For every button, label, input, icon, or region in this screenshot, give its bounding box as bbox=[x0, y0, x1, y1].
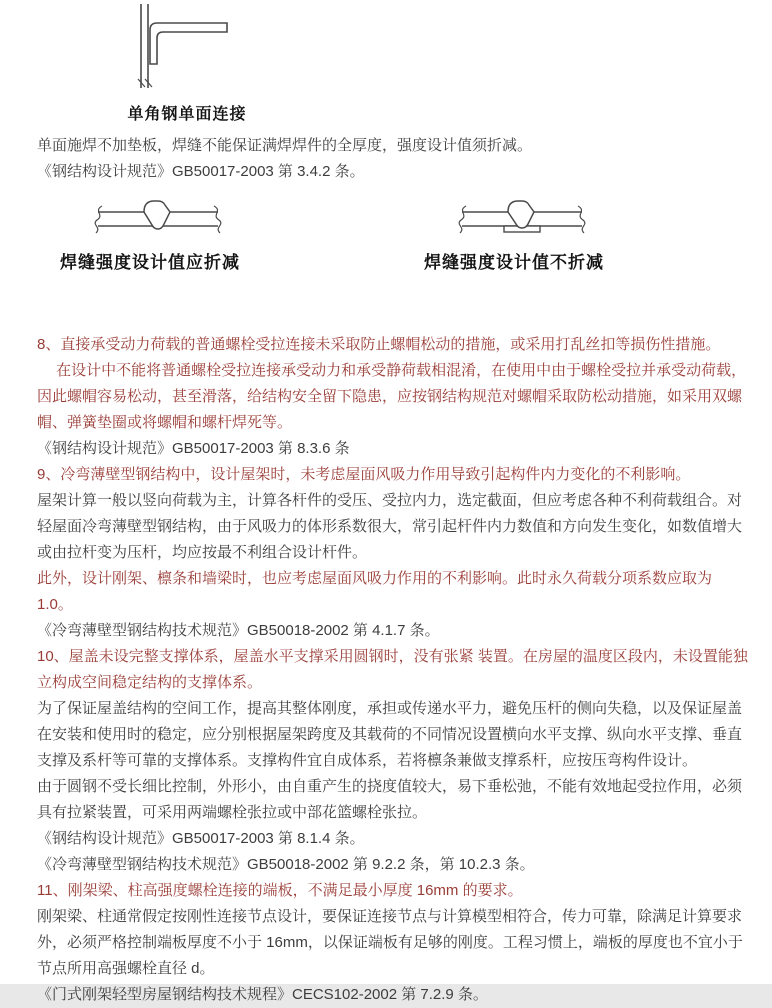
main-text-block bbox=[37, 332, 751, 1008]
left-break-line bbox=[459, 206, 466, 233]
item-9-note: 此外，设计刚架、檩条和墙梁时，也应考虑屋面风吸力作用的不利影响。此时永久荷载分项系数应取为 1.0。 bbox=[37, 570, 717, 613]
figure-caption-single-angle: 单角钢单面连接 bbox=[127, 106, 247, 123]
angle-steel-profile bbox=[150, 23, 227, 64]
item-11-explanation: 刚架梁、柱通常假定按刚性连接节点设计，要保证连接节点与计算模型相符合，传力可靠，除满足计算要求外，必须严格控制端板厚度不小于 16mm，以保证端板有足够的刚度。工程习惯上，端板的厚度也不宜小于节点所用高强螺栓直径 d。 bbox=[37, 908, 743, 977]
weld-bead-shape bbox=[144, 201, 170, 229]
plate-break-ticks bbox=[138, 79, 152, 87]
weld-without-backing-diagram bbox=[88, 198, 228, 242]
weld-figures-row bbox=[0, 198, 772, 294]
item-9-code-ref: 《冷弯薄壁型钢结构技术规范》GB50018-2002 第 4.1.7 条。 bbox=[37, 622, 440, 639]
intro-explanation: 单面施焊不加垫板，焊缝不能保证满焊焊件的全厚度，强度设计值须折减。 bbox=[37, 137, 533, 154]
weld-left-caption: 焊缝强度设计值应折减 bbox=[60, 253, 240, 272]
item-8-code-ref: 《钢结构设计规范》GB50017-2003 第 8.3.6 条 bbox=[37, 440, 350, 457]
item-10-explanation-2: 由于圆钢不受长细比控制，外形小，由自重产生的挠度值较大，易下垂松弛，不能有效地起受拉作用，必须具有拉紧装置，可采用两端螺栓张拉或中部花篮螺栓张拉。 bbox=[37, 778, 743, 821]
right-break-line bbox=[214, 206, 221, 233]
right-break-line bbox=[578, 206, 585, 233]
item-10-code-ref-2: 《冷弯薄壁型钢结构技术规范》GB50018-2002 第 9.2.2 条，第 10.2.3 条。 bbox=[37, 856, 535, 873]
item-10-explanation-1: 为了保证屋盖结构的空间工作，提高其整体刚度，承担或传递水平力，避免压杆的侧向失稳，以及保证屋盖在安装和使用时的稳定，应分别根据屋架跨度及其载荷的不同情况设置横向水平支撑、纵向水平支撑、垂直支撑及系杆等可靠的支撑体系。支撑构件宜自成体系，若将檩条兼做支撑系杆，应按压弯构件设计。 bbox=[37, 700, 743, 769]
weld-with-backing-diagram bbox=[452, 198, 592, 242]
intro-code-ref: 《钢结构设计规范》GB50017-2003 第 3.4.2 条。 bbox=[37, 163, 365, 180]
single-angle-connection-diagram bbox=[122, 2, 252, 94]
figure-single-angle-connection bbox=[112, 2, 262, 124]
item-9-explanation: 屋架计算一般以竖向荷载为主，计算各杆件的受压、受拉内力，选定截面，但应考虑各种不利荷载组合。对轻屋面冷弯薄壁型钢结构，由于风吸力的体形系数很大，常引起杆件内力数值和方向发生变化，如数值增大或由拉杆变为压杆，均应按最不利组合设计杆件。 bbox=[37, 492, 743, 561]
item-8-heading: 8、直接承受动力荷载的普通螺栓受拉连接未采取防止螺帽松动的措施，或采用打乱丝扣等损伤性措施。 bbox=[37, 336, 721, 353]
weld-bead-shape bbox=[508, 201, 534, 228]
item-9-heading: 9、冷弯薄壁型钢结构中，设计屋架时，未考虑屋面风吸力作用导致引起构件内力变化的不利影响。 bbox=[37, 466, 691, 483]
left-break-line bbox=[95, 206, 102, 233]
item-8-explanation: 在设计中不能将普通螺栓受拉连接承受动力和承受静荷载相混淆，在使用中由于螺栓受拉并承受动荷载，因此螺帽容易松动，甚至滑落，给结构安全留下隐患，应按钢结构规范对螺帽采取防松动措施，如采用双螺帽、弹簧垫圈或将螺帽和螺杆焊死等。 bbox=[37, 362, 747, 431]
item-10-code-ref-1: 《钢结构设计规范》GB50017-2003 第 8.1.4 条。 bbox=[37, 830, 365, 847]
intro-text-block bbox=[37, 133, 751, 185]
item-11-code-ref: 《门式刚架轻型房屋钢结构技术规程》CECS102-2002 第 7.2.9 条。 bbox=[37, 986, 488, 1003]
item-11-heading: 11、刚架梁、柱高强度螺栓连接的端板，不满足最小厚度 16mm 的要求。 bbox=[37, 882, 523, 899]
figure-weld-not-reduced bbox=[424, 198, 624, 273]
figure-weld-reduced bbox=[60, 198, 260, 273]
weld-right-caption: 焊缝强度设计值不折减 bbox=[424, 253, 604, 272]
item-10-heading: 10、屋盖未设完整支撑体系，屋盖水平支撑采用圆钢时，没有张紧 装置。在房屋的温度区段内，未设置能独立构成空间稳定结构的支撑体系。 bbox=[37, 648, 748, 691]
